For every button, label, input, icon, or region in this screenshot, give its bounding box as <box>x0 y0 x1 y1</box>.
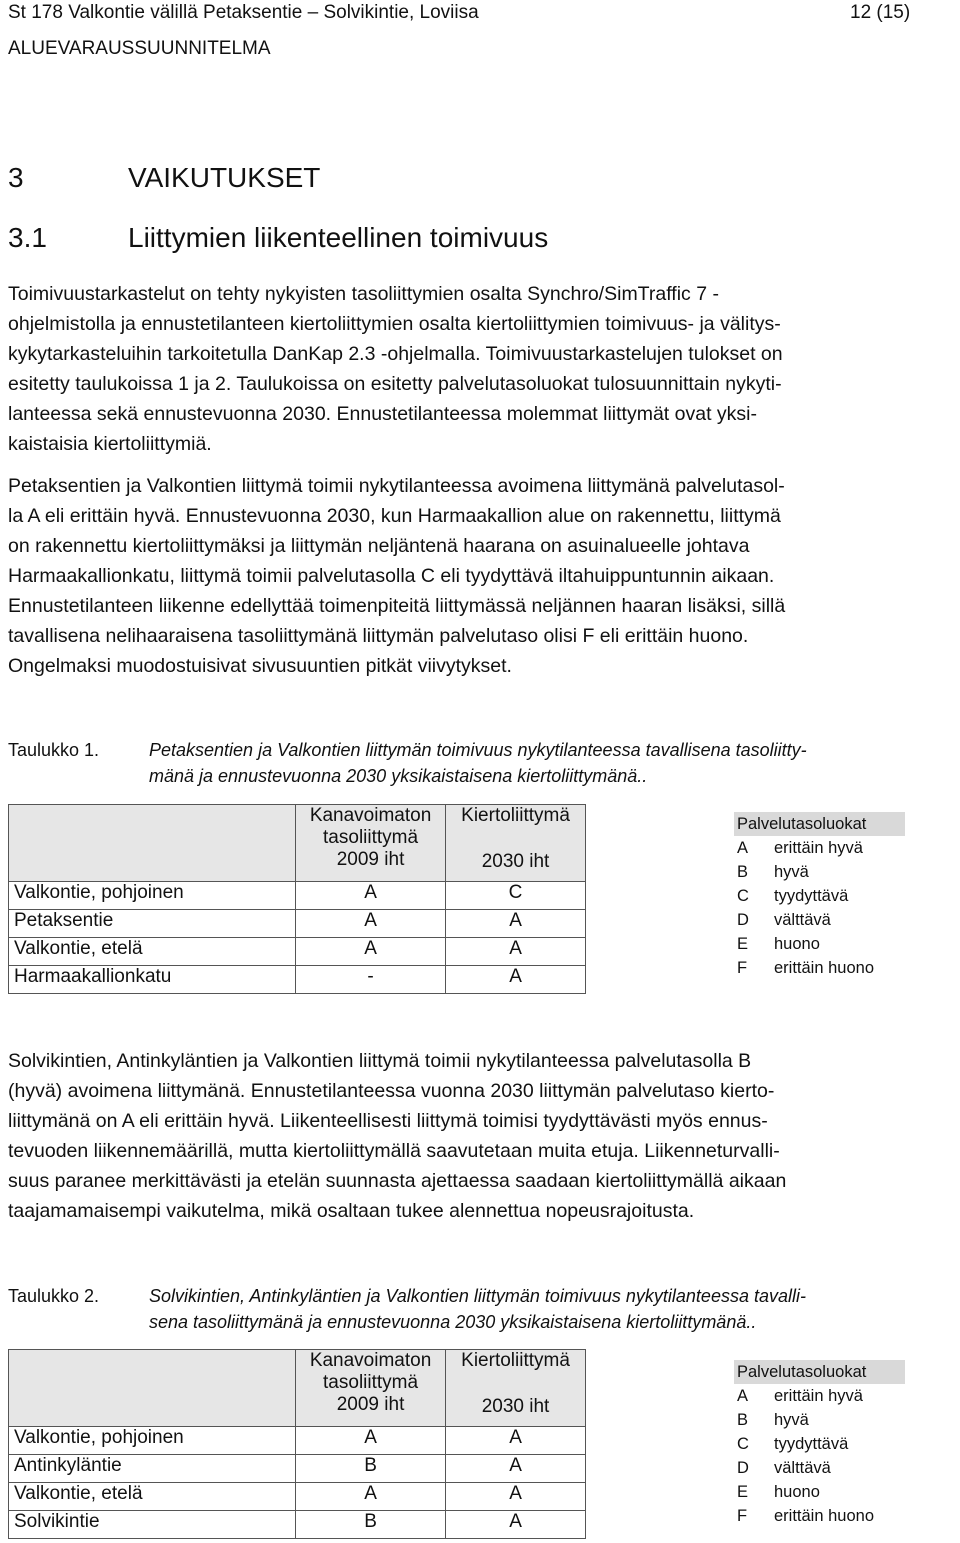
legend-value: huono <box>774 1483 820 1501</box>
text-line: on rakennettu kiertoliittymäksi ja liittymän neljäntenä haarana on asuinalueelle johtava <box>8 535 750 557</box>
legend-value: erittäin hyvä <box>774 1387 863 1405</box>
legend-key: A <box>737 1387 749 1405</box>
paragraph-petaksentie <box>8 471 952 681</box>
row-name: Valkontie, etelä <box>9 938 296 966</box>
row-value-2030: A <box>446 1427 586 1455</box>
text-line: Solvikintien, Antinkyläntien ja Valkontien liittymä toimii nykytilanteessa palvelutasolla B <box>8 1050 752 1072</box>
text-line: liittymänä on A eli erittäin hyvä. Liikenteellisesti liittymä toimisi tyydyttävästi myös ennus- <box>8 1110 768 1132</box>
header-line: Kiertoliittymä <box>461 1350 570 1371</box>
table-header-col2 <box>446 805 586 882</box>
row-value-2009: B <box>296 1455 446 1483</box>
table-row <box>9 938 586 966</box>
legend-item <box>734 1456 905 1480</box>
row-value-2009: - <box>296 966 446 994</box>
row-name: Valkontie, etelä <box>9 1483 296 1511</box>
text-line: suus paranee merkittävästi ja etelän suunnasta ajettaessa saadaan kiertoliittymällä aikaan <box>8 1170 787 1192</box>
legend-table1 <box>734 812 905 980</box>
legend-key: C <box>737 887 749 905</box>
legend-title: Palvelutasoluokat <box>734 812 905 836</box>
table-header-empty <box>9 1350 296 1427</box>
row-value-2030: A <box>446 938 586 966</box>
row-name: Solvikintie <box>9 1511 296 1539</box>
row-value-2009: A <box>296 882 446 910</box>
legend-key: B <box>737 863 749 881</box>
text-line: la A eli erittäin hyvä. Ennustevuonna 2030, kun Harmaakallion alue on rakennettu, liittymä <box>8 505 781 527</box>
text-line: Toimivuustarkastelut on tehty nykyisten tasoliittymien osalta Synchro/SimTraffic 7 - <box>8 283 719 305</box>
legend-item <box>734 956 905 980</box>
header-line: tasoliittymä <box>323 1372 419 1393</box>
header-line: 2030 iht <box>481 1396 550 1417</box>
caption-line: Solvikintien, Antinkyläntien ja Valkontien liittymän toimivuus nykytilanteessa tavalli- <box>149 1286 806 1306</box>
table-header-col2 <box>446 1350 586 1427</box>
text-line: tevuoden liikennemäärillä, mutta kiertoliittymällä saavutetaan muita etuja. Liikenneturvalli- <box>8 1140 780 1162</box>
legend-key: E <box>737 1483 749 1501</box>
table1-label: Taulukko 1. <box>8 740 100 760</box>
legend-value: välttävä <box>774 911 831 929</box>
table-header-empty <box>9 805 296 882</box>
table-row <box>9 1483 586 1511</box>
legend-item <box>734 1384 905 1408</box>
legend-value: välttävä <box>774 1459 831 1477</box>
legend-value: huono <box>774 935 820 953</box>
legend-value: erittäin huono <box>774 959 874 977</box>
row-name: Valkontie, pohjoinen <box>9 882 296 910</box>
text-line: Ennustetilanteen liikenne edellyttää toimenpiteitä liittymässä neljännen haaran lisäksi, sillä <box>8 595 786 617</box>
legend-key: F <box>737 1507 748 1525</box>
text-line: Petaksentien ja Valkontien liittymä toimii nykytilanteessa avoimena liittymänä palvelutasol- <box>8 475 785 497</box>
section-title: VAIKUTUKSET <box>128 162 321 193</box>
table-header-col1 <box>296 1350 446 1427</box>
text-line: ohjelmistolla ja ennustetilanteen kiertoliittymien osalta kiertoliittymien toimivuus- ja välitys- <box>8 313 781 335</box>
row-name: Valkontie, pohjoinen <box>9 1427 296 1455</box>
table-row <box>9 966 586 994</box>
paragraph-solvikintie <box>8 1046 952 1226</box>
legend-item <box>734 908 905 932</box>
legend-value: erittäin huono <box>774 1507 874 1525</box>
caption-line: Petaksentien ja Valkontien liittymän toimivuus nykytilanteessa tavallisena tasoliitty- <box>149 740 807 760</box>
section-number: 3 <box>8 162 24 193</box>
legend-value: hyvä <box>774 1411 809 1429</box>
legend-key: C <box>737 1435 749 1453</box>
legend-item <box>734 1480 905 1504</box>
row-value-2030: C <box>446 882 586 910</box>
text-line: (hyvä) avoimena liittymänä. Ennustetilanteessa vuonna 2030 liittymän palvelutaso kierto- <box>8 1080 775 1102</box>
row-value-2030: A <box>446 1483 586 1511</box>
text-line: kaistaisia kiertoliittymiä. <box>8 433 212 455</box>
table-header-col1 <box>296 805 446 882</box>
text-line: Harmaakallionkatu, liittymä toimii palvelutasolla C eli tyydyttävä iltahuippuntunnin aikaan. <box>8 565 775 587</box>
table-row <box>9 882 586 910</box>
header-line: tasoliittymä <box>323 827 419 848</box>
text-line: taajamamaisempi vaikutelma, mikä osaltaan tukee alennettua nopeusrajoitusta. <box>8 1200 695 1222</box>
table-row <box>9 1455 586 1483</box>
row-value-2030: A <box>446 1511 586 1539</box>
document-title: St 178 Valkontie välillä Petaksentie – Solvikintie, Loviisa <box>8 2 479 23</box>
legend-key: D <box>737 1459 749 1477</box>
row-name: Petaksentie <box>9 910 296 938</box>
table-row <box>9 1511 586 1539</box>
row-value-2009: A <box>296 910 446 938</box>
text-line: lanteessa sekä ennustevuonna 2030. Ennustetilanteessa molemmat liittymät ovat yksi- <box>8 403 757 425</box>
table-header-row <box>9 1350 586 1427</box>
header-line: Kiertoliittymä <box>461 805 570 826</box>
table1-caption <box>149 737 957 789</box>
header-line: Kanavoimaton <box>309 1350 432 1371</box>
legend-value: tyydyttävä <box>774 887 849 905</box>
legend-value: hyvä <box>774 863 809 881</box>
legend-title: Palvelutasoluokat <box>734 1360 905 1384</box>
row-name: Harmaakallionkatu <box>9 966 296 994</box>
text-line: Ongelmaksi muodostuisivat sivusuuntien pitkät viivytykset. <box>8 655 512 677</box>
text-line: esitetty taulukoissa 1 ja 2. Taulukoissa on esitetty palvelutasoluokat tulosuunnittain nykyti- <box>8 373 782 395</box>
table1 <box>8 804 586 994</box>
legend-item <box>734 1504 905 1528</box>
table-header-row <box>9 805 586 882</box>
legend-item <box>734 884 905 908</box>
row-value-2030: A <box>446 1455 586 1483</box>
row-value-2030: A <box>446 966 586 994</box>
table-row <box>9 910 586 938</box>
legend-item <box>734 932 905 956</box>
legend-table2 <box>734 1360 905 1528</box>
caption-line: sena tasoliittymänä ja ennustevuonna 2030 yksikaistaisena kiertoliittymänä.. <box>149 1312 757 1332</box>
legend-value: erittäin hyvä <box>774 839 863 857</box>
legend-key: A <box>737 839 749 857</box>
legend-item <box>734 1432 905 1456</box>
subsection-number: 3.1 <box>8 222 47 253</box>
paragraph-intro <box>8 279 952 459</box>
subsection-title: Liittymien liikenteellinen toimivuus <box>128 222 549 253</box>
text-line: tavallisena nelihaaraisena tasoliittymänä liittymän palvelutaso olisi F eli erittäin huono. <box>8 625 749 647</box>
table2-caption <box>149 1283 957 1335</box>
legend-key: E <box>737 935 749 953</box>
legend-key: B <box>737 1411 749 1429</box>
document-subtitle: ALUEVARAUSSUUNNITELMA <box>8 38 271 59</box>
row-value-2009: A <box>296 938 446 966</box>
caption-line: mänä ja ennustevuonna 2030 yksikaistaisena kiertoliittymänä.. <box>149 766 648 786</box>
legend-key: D <box>737 911 749 929</box>
legend-value: tyydyttävä <box>774 1435 849 1453</box>
header-line: 2030 iht <box>481 851 550 872</box>
legend-item <box>734 1408 905 1432</box>
row-value-2009: A <box>296 1483 446 1511</box>
row-value-2030: A <box>446 910 586 938</box>
header-line: 2009 iht <box>336 1394 405 1415</box>
header-line: Kanavoimaton <box>309 805 432 826</box>
table2-label: Taulukko 2. <box>8 1286 100 1306</box>
table-row <box>9 1427 586 1455</box>
table2 <box>8 1349 586 1539</box>
legend-item <box>734 860 905 884</box>
text-line: kykytarkasteluihin tarkoitetulla DanKap 2.3 -ohjelmalla. Toimivuustarkastelujen tulokset on <box>8 343 783 365</box>
row-name: Antinkyläntie <box>9 1455 296 1483</box>
legend-key: F <box>737 959 748 977</box>
legend-item <box>734 836 905 860</box>
page-number: 12 (15) <box>850 2 911 23</box>
row-value-2009: A <box>296 1427 446 1455</box>
header-line: 2009 iht <box>336 849 405 870</box>
row-value-2009: B <box>296 1511 446 1539</box>
